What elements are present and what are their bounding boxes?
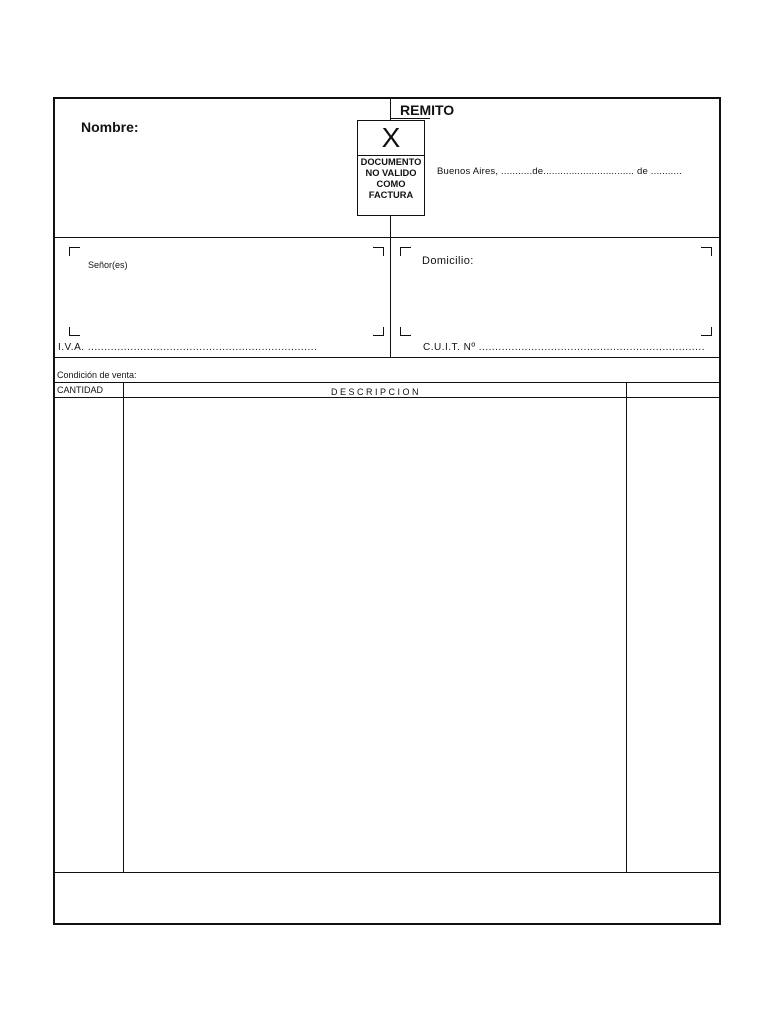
client-divider	[390, 237, 391, 357]
remito-title: REMITO	[400, 102, 455, 118]
col-header-cantidad: CANTIDAD	[57, 385, 104, 395]
senor-label: Señor(es)	[88, 260, 128, 270]
footer-area[interactable]	[55, 874, 719, 921]
domicilio-label: Domicilio:	[422, 255, 474, 267]
remito-underline	[390, 118, 430, 119]
invoice-type-box	[357, 120, 425, 216]
type-box-divider	[358, 155, 424, 156]
client-bottom-line	[55, 357, 719, 358]
cuit-field[interactable]: C.U.I.T. Nº .....................................................................	[423, 342, 705, 353]
col-header-descripcion: DESCRIPCION	[330, 387, 421, 397]
cantidad-column-divider	[123, 382, 124, 872]
condicion-venta-label: Condición de venta:	[57, 370, 137, 380]
nombre-label: Nombre:	[81, 119, 139, 135]
domicilio-corner-bottom-left	[400, 327, 411, 336]
table-header-line	[55, 397, 719, 398]
domicilio-corner-top-right	[701, 247, 712, 256]
amount-column-divider	[626, 382, 627, 872]
iva-field[interactable]: I.V.A. ......................................................................	[58, 342, 318, 353]
header-bottom-line	[55, 237, 719, 238]
invalid-document-notice: DOCUMENTO NO VALIDO COMO FACTURA	[360, 157, 422, 200]
remito-form	[53, 97, 721, 925]
table-bottom-line	[55, 872, 719, 873]
senor-corner-top-right	[373, 247, 384, 256]
condicion-bottom-line	[55, 382, 719, 383]
senor-corner-bottom-left	[69, 327, 80, 336]
senor-corner-top-left	[69, 247, 80, 256]
domicilio-corner-bottom-right	[701, 327, 712, 336]
domicilio-corner-top-left	[400, 247, 411, 256]
invoice-type-letter: X	[381, 122, 401, 153]
date-line: Buenos Aires, ...........de................................ de ...........	[437, 166, 682, 177]
senor-corner-bottom-right	[373, 327, 384, 336]
